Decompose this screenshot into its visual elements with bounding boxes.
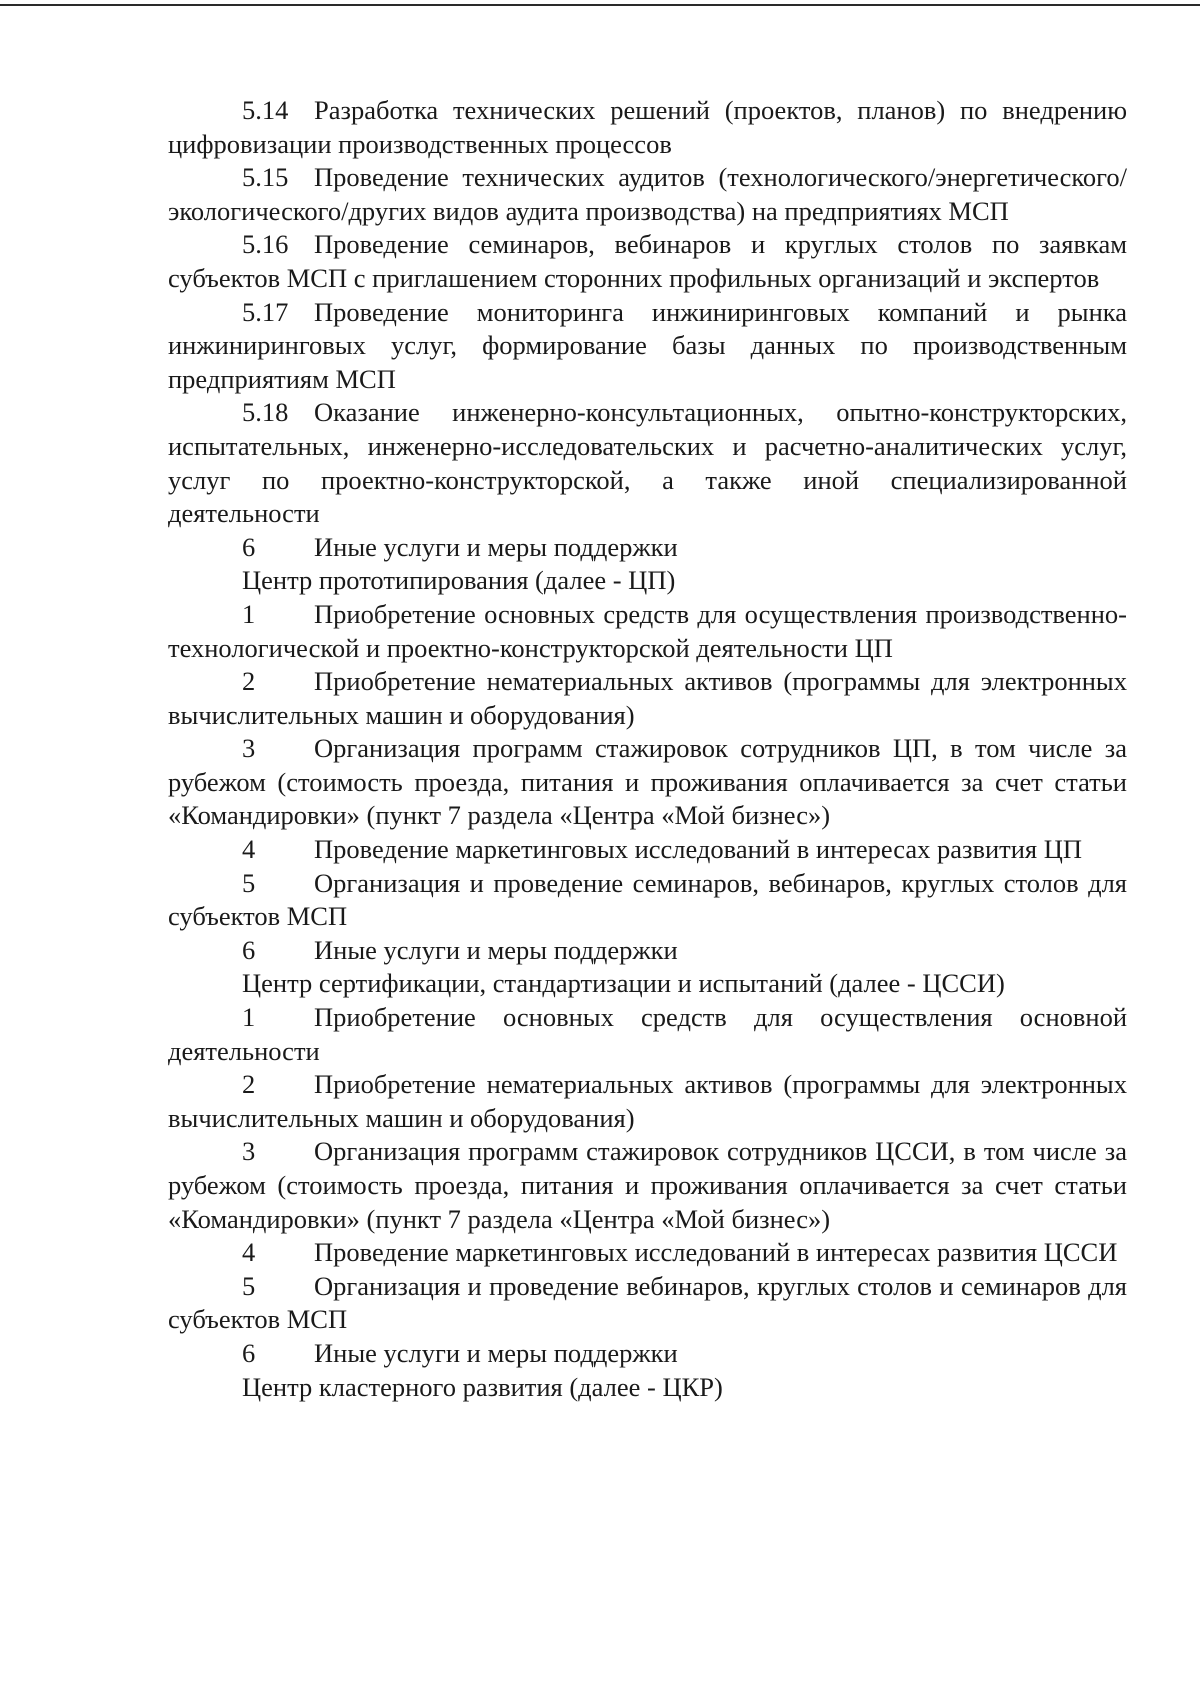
item-text: Разработка технических решений (проектов, планов) по внедрению цифровизации производственных процессов (168, 95, 1127, 159)
list-item (168, 1270, 1127, 1337)
item-number: 5.16 (242, 229, 289, 260)
item-number: 5.14 (242, 95, 289, 125)
item-text: Приобретение нематериальных активов (программы для электронных вычислительных машин и оборудования) (168, 1069, 1127, 1133)
item-number: 3 (242, 733, 256, 764)
item-text: Проведение мониторинга инжиниринговых компаний и рынка инжиниринговых услуг, формирование базы данных по производственным предприятиям МСП (168, 296, 1127, 394)
item-text: Иные услуги и меры поддержки (314, 1337, 678, 1368)
item-number: 3 (242, 1136, 256, 1167)
item-text: Проведение семинаров, вебинаров и круглых столов по заявкам субъектов МСП с приглашением сторонних профильных организаций и экспертов (168, 229, 1127, 293)
list-item (168, 94, 1127, 161)
item-text: Проведение маркетинговых исследований в интересах развития ЦП (314, 834, 1083, 865)
list-item (168, 1068, 1127, 1135)
item-number: 5.17 (242, 296, 289, 327)
document-body (168, 94, 1127, 1404)
section-heading-prototyping-center: Центр прототипирования (далее - ЦП) (242, 565, 676, 596)
item-text: Приобретение основных средств для осуществления основной деятельности (168, 1002, 1127, 1066)
list-item (168, 1135, 1127, 1236)
list-item (168, 598, 1127, 665)
item-number: 2 (242, 666, 256, 697)
list-item (168, 1337, 1127, 1371)
item-number: 6 (242, 531, 256, 562)
item-number: 5 (242, 1270, 256, 1301)
list-item (168, 161, 1127, 228)
section-heading-cluster-center: Центр кластерного развития (далее - ЦКР) (242, 1371, 723, 1402)
item-text: Организация программ стажировок сотрудников ЦП, в том числе за рубежом (стоимость проезда, питания и проживания оплачивается за счет статьи «Командировки» (пункт 7 раздела «Центра «Мой бизнес») (168, 733, 1127, 831)
list-item (168, 296, 1127, 397)
item-number: 5 (242, 867, 256, 898)
item-text: Организация и проведение семинаров, вебинаров, круглых столов для субъектов МСП (168, 867, 1127, 932)
list-item (168, 732, 1127, 833)
top-rule (0, 4, 1200, 6)
item-text: Иные услуги и меры поддержки (314, 531, 678, 562)
list-item (168, 228, 1127, 295)
item-number: 4 (242, 834, 256, 865)
item-number: 1 (242, 1002, 256, 1033)
item-number: 2 (242, 1069, 256, 1100)
item-number: 6 (242, 934, 256, 965)
list-item (168, 396, 1127, 530)
list-item (168, 934, 1127, 968)
list-item (168, 1236, 1127, 1270)
item-text: Иные услуги и меры поддержки (314, 934, 678, 965)
item-number: 5.18 (242, 397, 289, 428)
item-number: 6 (242, 1337, 256, 1368)
item-number: 5.15 (242, 162, 289, 193)
list-item (168, 867, 1127, 934)
list-item (168, 1001, 1127, 1068)
item-text: Приобретение нематериальных активов (программы для электронных вычислительных машин и оборудования) (168, 666, 1127, 730)
list-item (168, 531, 1127, 565)
item-text: Приобретение основных средств для осуществления производственно-технологической и проектно-конструкторской деятельности ЦП (168, 598, 1127, 663)
item-text: Оказание инженерно-консультационных, опытно-конструкторских, испытательных, инженерно-исследовательских и расчетно-аналитических услуг, услуг по проектно-конструкторской, а также иной специализированной деятельности (168, 397, 1127, 529)
item-text: Организация программ стажировок сотрудников ЦССИ, в том числе за рубежом (стоимость проезда, питания и проживания оплачивается за счет статьи «Командировки» (пункт 7 раздела «Центра «Мой бизнес») (168, 1136, 1127, 1234)
list-item (168, 665, 1127, 732)
item-number: 4 (242, 1237, 256, 1268)
item-text: Проведение технических аудитов (технологического/энергетического/экологического/других видов аудита производства) на предприятиях МСП (168, 162, 1127, 226)
item-text: Проведение маркетинговых исследований в интересах развития ЦССИ (314, 1237, 1118, 1268)
item-number: 1 (242, 598, 256, 629)
section-heading-certification-center: Центр сертификации, стандартизации и испытаний (далее - ЦССИ) (242, 968, 1005, 999)
item-text: Организация и проведение вебинаров, круглых столов и семинаров для субъектов МСП (168, 1270, 1127, 1335)
list-item (168, 833, 1127, 867)
